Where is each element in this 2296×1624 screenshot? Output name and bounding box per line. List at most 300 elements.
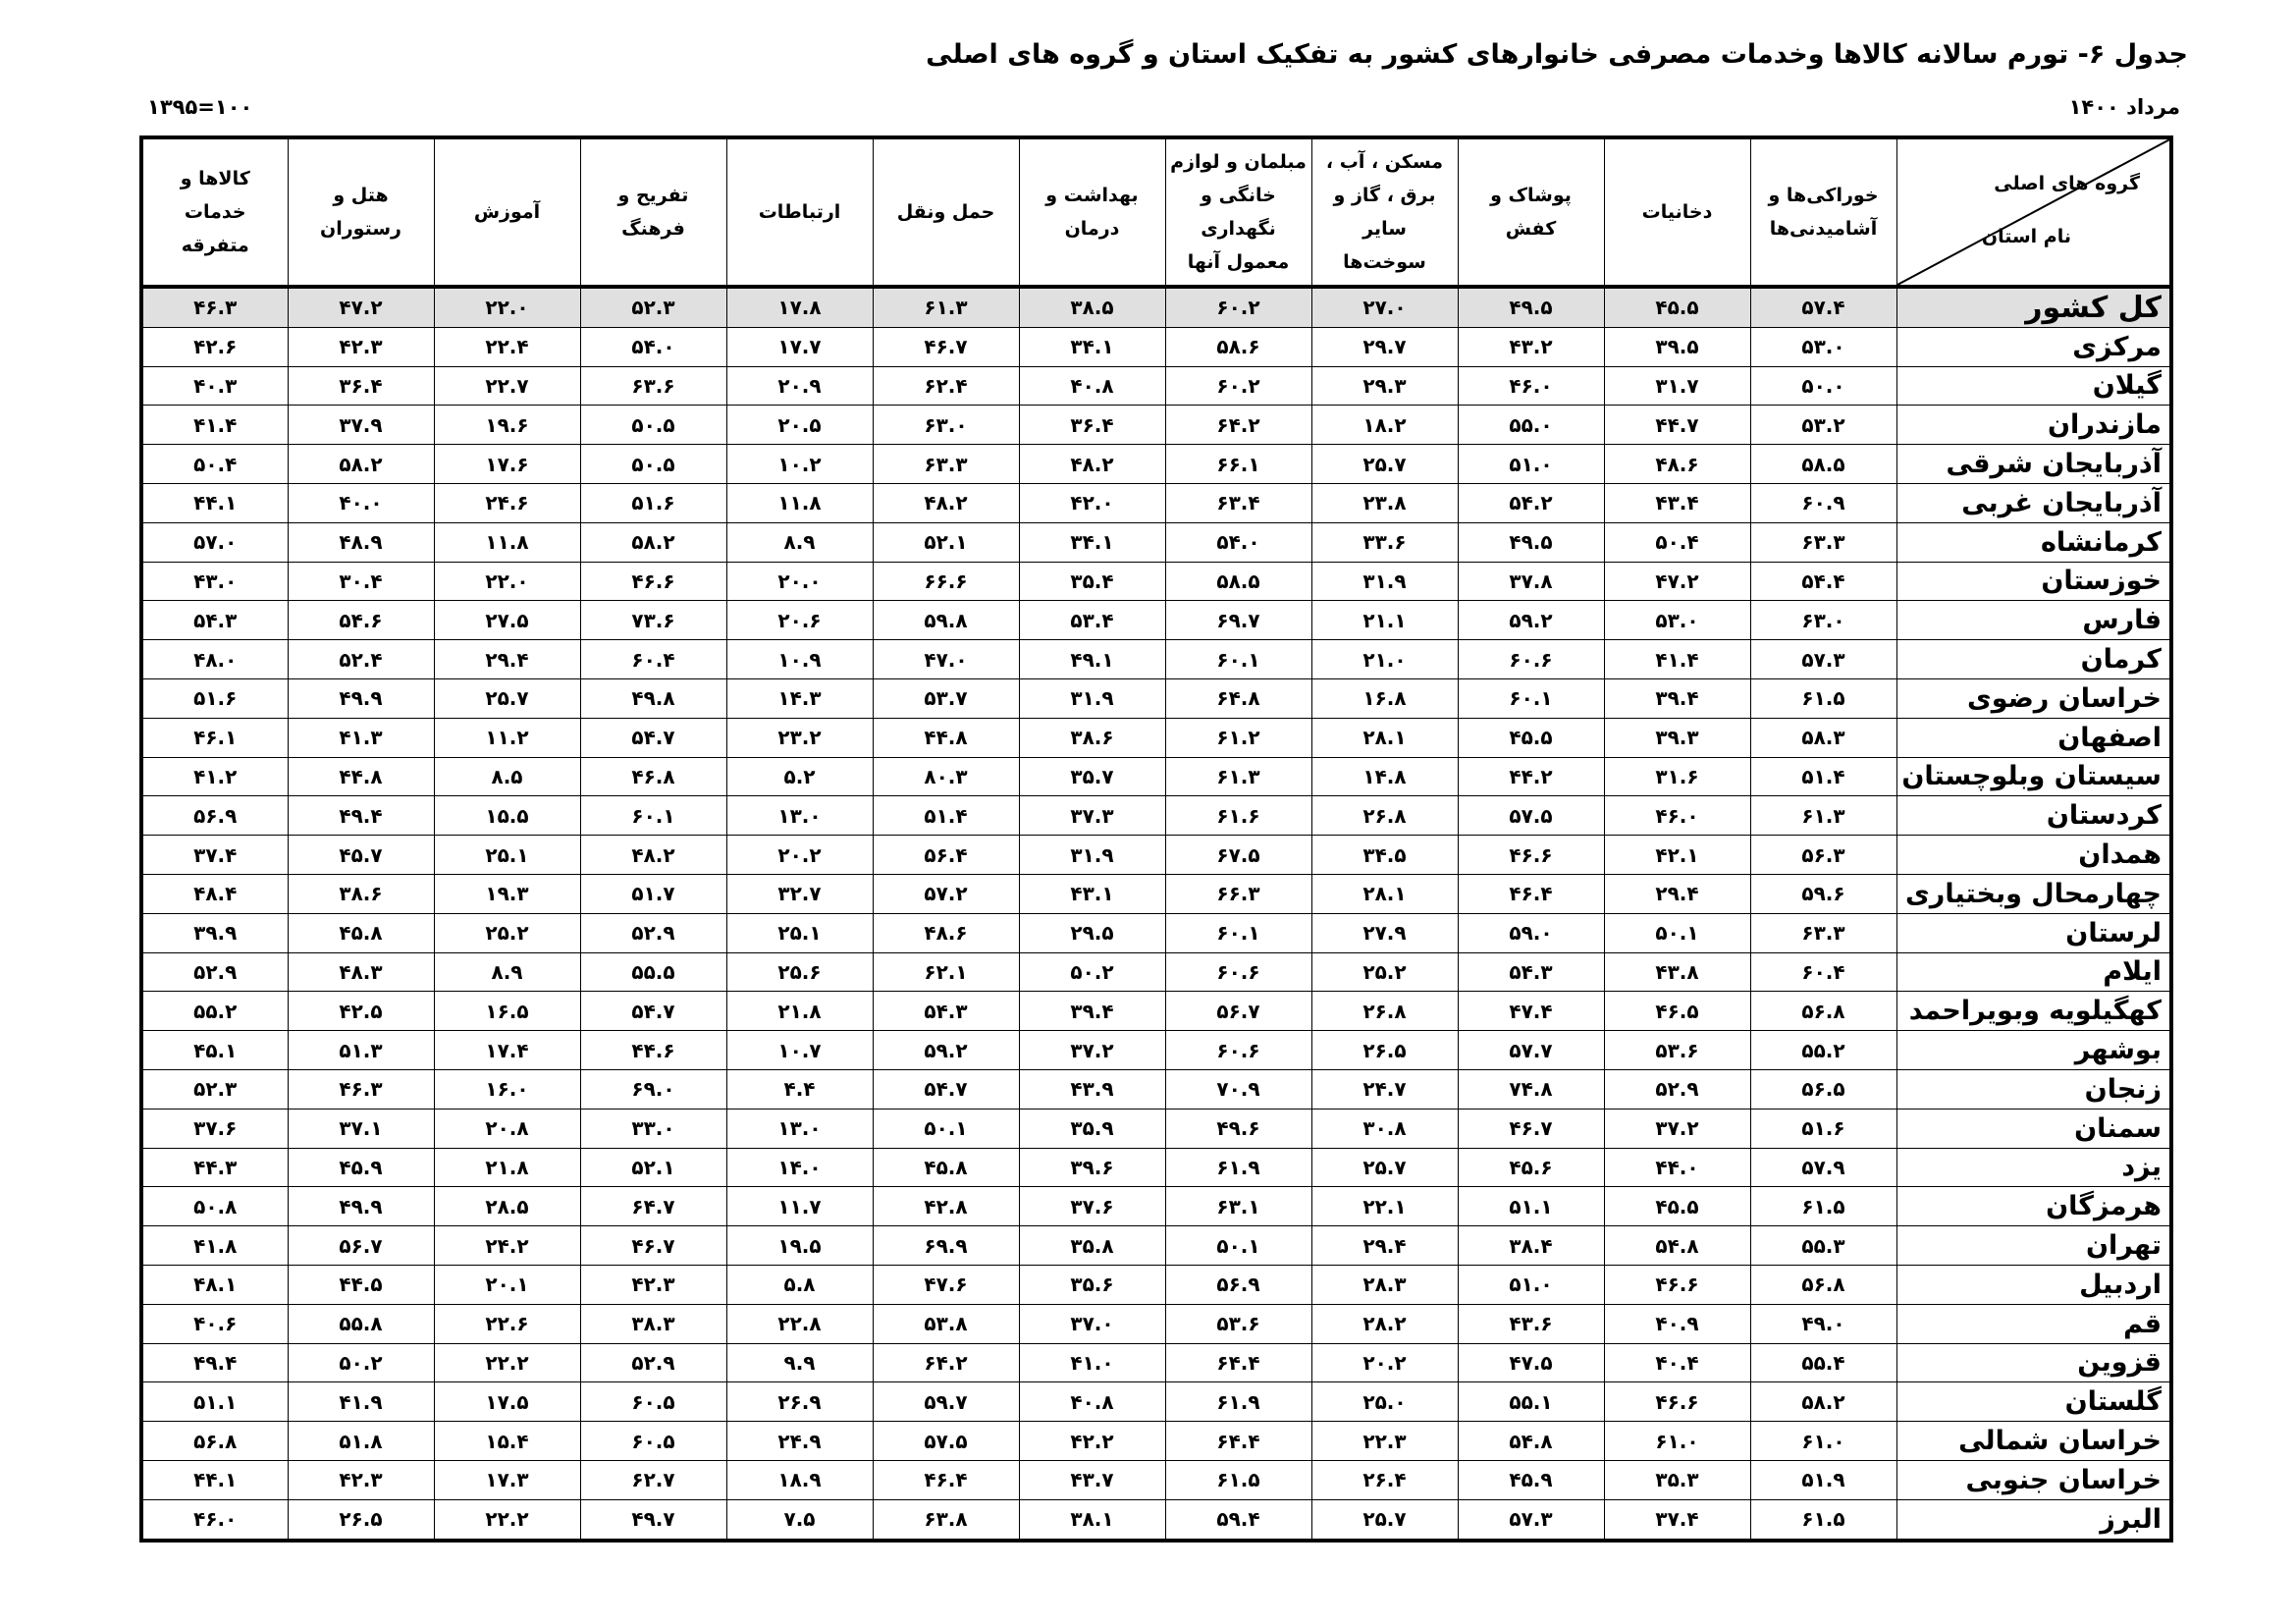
value-cell: ۷۰.۹ [1165, 1069, 1311, 1109]
value-cell: ۳۷.۹ [288, 406, 434, 445]
value-cell: ۵۱.۶ [1750, 1109, 1896, 1148]
table-row [141, 406, 2171, 445]
value-cell: ۱۵.۵ [434, 796, 580, 836]
value-cell: ۴۲.۰ [1019, 483, 1165, 522]
value-cell: ۵۸.۲ [288, 445, 434, 484]
value-cell: ۶۱.۳ [1750, 796, 1896, 836]
value-cell: ۳۷.۲ [1604, 1109, 1750, 1148]
value-cell: ۵۱.۶ [141, 678, 288, 718]
value-cell: ۸.۹ [434, 952, 580, 992]
value-cell: ۵۸.۵ [1165, 562, 1311, 601]
value-cell: ۴۹.۴ [141, 1343, 288, 1382]
value-cell: ۴۷.۵ [1458, 1343, 1604, 1382]
table-row [141, 1343, 2171, 1382]
value-cell: ۳۷.۱ [288, 1109, 434, 1148]
table-row [141, 1109, 2171, 1148]
value-cell: ۵۱.۳ [288, 1031, 434, 1070]
value-cell: ۴۶.۱ [141, 718, 288, 757]
value-cell: ۶۰.۹ [1750, 483, 1896, 522]
value-cell: ۶۹.۰ [580, 1069, 726, 1109]
column-header-line: آموزش [473, 201, 541, 223]
value-cell: ۵۸.۶ [1165, 327, 1311, 366]
value-cell: ۴۸.۹ [288, 522, 434, 562]
table-row [141, 445, 2171, 484]
value-cell: ۵۱.۰ [1458, 445, 1604, 484]
value-cell: ۳۱.۹ [1311, 562, 1458, 601]
value-cell: ۳۹.۵ [1604, 327, 1750, 366]
value-cell: ۲۰.۰ [726, 562, 873, 601]
value-cell: ۵۶.۷ [288, 1226, 434, 1266]
province-name: کردستان [1896, 796, 2171, 836]
column-header [288, 137, 434, 287]
value-cell: ۱۷.۸ [726, 287, 873, 327]
province-name: آذربایجان غربی [1896, 483, 2171, 522]
value-cell: ۲۵.۲ [434, 913, 580, 952]
value-cell: ۵۱.۹ [1750, 1460, 1896, 1499]
province-name: همدان [1896, 836, 2171, 875]
value-cell: ۵۶.۹ [141, 796, 288, 836]
value-cell: ۴۶.۰ [1458, 366, 1604, 406]
value-cell: ۶۹.۹ [873, 1226, 1019, 1266]
value-cell: ۸.۵ [434, 757, 580, 796]
value-cell: ۴۵.۸ [288, 913, 434, 952]
value-cell: ۶۲.۱ [873, 952, 1019, 992]
table-row [141, 1460, 2171, 1499]
column-header-line: تفریح و [617, 185, 689, 206]
value-cell: ۴۱.۴ [141, 406, 288, 445]
value-cell: ۲۶.۹ [726, 1382, 873, 1422]
value-cell: ۳۸.۱ [1019, 1499, 1165, 1540]
value-cell: ۵۴.۳ [1458, 952, 1604, 992]
value-cell: ۱۹.۳ [434, 874, 580, 913]
value-cell: ۳۳.۰ [580, 1109, 726, 1148]
value-cell: ۲۶.۵ [288, 1499, 434, 1540]
province-name: سمنان [1896, 1109, 2171, 1148]
value-cell: ۱۳.۰ [726, 1109, 873, 1148]
column-header [1750, 137, 1896, 287]
value-cell: ۲۸.۵ [434, 1187, 580, 1226]
column-header-line: دخانیات [1641, 201, 1713, 223]
value-cell: ۴۲.۳ [580, 1265, 726, 1304]
value-cell: ۴۲.۱ [1604, 836, 1750, 875]
value-cell: ۵۴.۸ [1458, 1422, 1604, 1461]
value-cell: ۴۱.۸ [141, 1226, 288, 1266]
province-name: چهارمحال وبختیاری [1896, 874, 2171, 913]
value-cell: ۴۴.۱ [141, 483, 288, 522]
province-name: البرز [1896, 1499, 2171, 1540]
value-cell: ۲۲.۰ [434, 287, 580, 327]
value-cell: ۴۷.۰ [873, 640, 1019, 679]
value-cell: ۴۵.۵ [1458, 718, 1604, 757]
table-row [141, 1304, 2171, 1343]
value-cell: ۳۸.۵ [1019, 287, 1165, 327]
column-header [726, 137, 873, 287]
value-cell: ۳۰.۸ [1311, 1109, 1458, 1148]
value-cell: ۴۴.۰ [1604, 1148, 1750, 1187]
value-cell: ۵۲.۳ [141, 1069, 288, 1109]
value-cell: ۴۸.۲ [873, 483, 1019, 522]
value-cell: ۴۲.۲ [1019, 1422, 1165, 1461]
value-cell: ۳۱.۷ [1604, 366, 1750, 406]
value-cell: ۶۰.۶ [1165, 952, 1311, 992]
value-cell: ۵۰.۱ [1604, 913, 1750, 952]
value-cell: ۲۸.۱ [1311, 718, 1458, 757]
value-cell: ۴۷.۲ [1604, 562, 1750, 601]
value-cell: ۴۶.۷ [580, 1226, 726, 1266]
value-cell: ۲۵.۷ [1311, 1499, 1458, 1540]
value-cell: ۵۴.۳ [873, 992, 1019, 1031]
corner-header [1896, 137, 2171, 287]
value-cell: ۳۸.۴ [1458, 1226, 1604, 1266]
value-cell: ۶۰.۲ [1165, 287, 1311, 327]
value-cell: ۵۴.۰ [580, 327, 726, 366]
value-cell: ۴۴.۸ [288, 757, 434, 796]
value-cell: ۶۱.۶ [1165, 796, 1311, 836]
value-cell: ۳۵.۹ [1019, 1109, 1165, 1148]
value-cell: ۵۸.۳ [1750, 718, 1896, 757]
column-header [1019, 137, 1165, 287]
column-header-line: ارتباطات [758, 201, 841, 223]
value-cell: ۴۰.۸ [1019, 366, 1165, 406]
value-cell: ۵۵.۰ [1458, 406, 1604, 445]
province-name: کرمانشاه [1896, 522, 2171, 562]
value-cell: ۳۹.۴ [1019, 992, 1165, 1031]
value-cell: ۶۳.۴ [1165, 483, 1311, 522]
corner-header-groups: گروه های اصلی [1994, 173, 2140, 194]
table-row [141, 913, 2171, 952]
value-cell: ۶۳.۰ [1750, 601, 1896, 640]
value-cell: ۴۶.۴ [1458, 874, 1604, 913]
column-header-line: کفش [1505, 218, 1557, 240]
value-cell: ۳۷.۴ [1604, 1499, 1750, 1540]
value-cell: ۶۳.۰ [873, 406, 1019, 445]
value-cell: ۲۲.۸ [726, 1304, 873, 1343]
value-cell: ۴۳.۴ [1604, 483, 1750, 522]
province-name: خوزستان [1896, 562, 2171, 601]
value-cell: ۶۱.۳ [1165, 757, 1311, 796]
value-cell: ۱۷.۳ [434, 1460, 580, 1499]
value-cell: ۱۸.۲ [1311, 406, 1458, 445]
value-cell: ۵۷.۴ [1750, 287, 1896, 327]
table-row [141, 1226, 2171, 1266]
value-cell: ۵۱.۰ [1458, 1265, 1604, 1304]
value-cell: ۳۸.۶ [1019, 718, 1165, 757]
table-row [141, 952, 2171, 992]
column-header-line: مبلمان و لوازم [1170, 151, 1307, 173]
value-cell: ۲۵.۱ [726, 913, 873, 952]
value-cell: ۵۳.۶ [1604, 1031, 1750, 1070]
value-cell: ۵۰.۵ [580, 445, 726, 484]
value-cell: ۵۷.۲ [873, 874, 1019, 913]
value-cell: ۶۱.۹ [1165, 1382, 1311, 1422]
column-header-line: آشامیدنی‌ها [1769, 218, 1878, 240]
table-row [141, 757, 2171, 796]
value-cell: ۵۶.۷ [1165, 992, 1311, 1031]
value-cell: ۴۶.۶ [1604, 1265, 1750, 1304]
value-cell: ۴۸.۳ [288, 952, 434, 992]
value-cell: ۶۳.۳ [1750, 522, 1896, 562]
value-cell: ۲۷.۵ [434, 601, 580, 640]
value-cell: ۵۴.۲ [1458, 483, 1604, 522]
column-header-line: خوراکی‌ها و [1768, 185, 1879, 206]
province-name: گلستان [1896, 1382, 2171, 1422]
value-cell: ۲۹.۷ [1311, 327, 1458, 366]
column-header [1311, 137, 1458, 287]
value-cell: ۶۳.۳ [1750, 913, 1896, 952]
province-name: اصفهان [1896, 718, 2171, 757]
table-row [141, 796, 2171, 836]
value-cell: ۴۰.۸ [1019, 1382, 1165, 1422]
value-cell: ۶۳.۸ [873, 1499, 1019, 1540]
value-cell: ۵۰.۲ [1019, 952, 1165, 992]
value-cell: ۱۷.۷ [726, 327, 873, 366]
value-cell: ۴۳.۰ [141, 562, 288, 601]
value-cell: ۲۲.۰ [434, 562, 580, 601]
value-cell: ۵۶.۳ [1750, 836, 1896, 875]
value-cell: ۴۹.۱ [1019, 640, 1165, 679]
value-cell: ۲۵.۲ [1311, 952, 1458, 992]
value-cell: ۴۹.۹ [288, 678, 434, 718]
value-cell: ۵۷.۰ [141, 522, 288, 562]
value-cell: ۶۳.۶ [580, 366, 726, 406]
table-row [141, 678, 2171, 718]
table-row [141, 1382, 2171, 1422]
value-cell: ۵۶.۸ [141, 1422, 288, 1461]
value-cell: ۶۹.۷ [1165, 601, 1311, 640]
value-cell: ۵۰.۲ [288, 1343, 434, 1382]
value-cell: ۲۲.۱ [1311, 1187, 1458, 1226]
value-cell: ۵۲.۹ [1604, 1069, 1750, 1109]
table-row [141, 836, 2171, 875]
value-cell: ۶۰.۱ [580, 796, 726, 836]
value-cell: ۴۶.۶ [1604, 1382, 1750, 1422]
value-cell: ۶۲.۷ [580, 1460, 726, 1499]
value-cell: ۴۰.۶ [141, 1304, 288, 1343]
table-row [141, 718, 2171, 757]
province-name: یزد [1896, 1148, 2171, 1187]
value-cell: ۳۵.۳ [1604, 1460, 1750, 1499]
value-cell: ۶۴.۲ [873, 1343, 1019, 1382]
value-cell: ۵۹.۸ [873, 601, 1019, 640]
value-cell: ۴۸.۲ [1019, 445, 1165, 484]
value-cell: ۶۰.۵ [580, 1382, 726, 1422]
column-header-line: خانگی و نگهداری [1201, 185, 1276, 240]
value-cell: ۲۸.۱ [1311, 874, 1458, 913]
value-cell: ۱۱.۸ [434, 522, 580, 562]
value-cell: ۵۵.۲ [141, 992, 288, 1031]
table-row [141, 1265, 2171, 1304]
value-cell: ۱۴.۰ [726, 1148, 873, 1187]
total-row [141, 287, 2171, 327]
value-cell: ۲۵.۶ [726, 952, 873, 992]
value-cell: ۵۱.۱ [141, 1382, 288, 1422]
value-cell: ۲۳.۲ [726, 718, 873, 757]
value-cell: ۴۸.۶ [1604, 445, 1750, 484]
value-cell: ۲۵.۷ [434, 678, 580, 718]
value-cell: ۳۱.۹ [1019, 836, 1165, 875]
value-cell: ۴۶.۸ [580, 757, 726, 796]
value-cell: ۵۲.۴ [288, 640, 434, 679]
column-header-line: خدمات [184, 201, 246, 223]
value-cell: ۱۱.۷ [726, 1187, 873, 1226]
value-cell: ۴۵.۶ [1458, 1148, 1604, 1187]
value-cell: ۵۶.۸ [1750, 1265, 1896, 1304]
value-cell: ۴۶.۵ [1604, 992, 1750, 1031]
value-cell: ۱۶.۵ [434, 992, 580, 1031]
value-cell: ۲۲.۷ [434, 366, 580, 406]
value-cell: ۳۸.۳ [580, 1304, 726, 1343]
column-header [580, 137, 726, 287]
value-cell: ۵.۲ [726, 757, 873, 796]
value-cell: ۵۱.۱ [1458, 1187, 1604, 1226]
column-header [434, 137, 580, 287]
value-cell: ۴۲.۶ [141, 327, 288, 366]
province-name: ایلام [1896, 952, 2171, 992]
value-cell: ۴۶.۶ [580, 562, 726, 601]
value-cell: ۴۵.۹ [288, 1148, 434, 1187]
province-name: قم [1896, 1304, 2171, 1343]
value-cell: ۲۷.۹ [1311, 913, 1458, 952]
value-cell: ۲۸.۲ [1311, 1304, 1458, 1343]
province-name: مرکزی [1896, 327, 2171, 366]
value-cell: ۷۴.۸ [1458, 1069, 1604, 1109]
value-cell: ۴۴.۵ [288, 1265, 434, 1304]
value-cell: ۵۳.۸ [873, 1304, 1019, 1343]
value-cell: ۴۰.۴ [1604, 1343, 1750, 1382]
value-cell: ۴۶.۳ [288, 1069, 434, 1109]
value-cell: ۲۹.۵ [1019, 913, 1165, 952]
value-cell: ۶۳.۳ [873, 445, 1019, 484]
value-cell: ۳۶.۴ [1019, 406, 1165, 445]
value-cell: ۶۷.۵ [1165, 836, 1311, 875]
value-cell: ۵۵.۳ [1750, 1226, 1896, 1266]
value-cell: ۳۵.۶ [1019, 1265, 1165, 1304]
value-cell: ۳۵.۸ [1019, 1226, 1165, 1266]
value-cell: ۳۷.۰ [1019, 1304, 1165, 1343]
value-cell: ۴۳.۷ [1019, 1460, 1165, 1499]
value-cell: ۲۵.۱ [434, 836, 580, 875]
value-cell: ۵۷.۵ [873, 1422, 1019, 1461]
value-cell: ۴۹.۹ [288, 1187, 434, 1226]
value-cell: ۴۹.۸ [580, 678, 726, 718]
value-cell: ۳۱.۶ [1604, 757, 1750, 796]
value-cell: ۶۴.۲ [1165, 406, 1311, 445]
value-cell: ۵۸.۲ [1750, 1382, 1896, 1422]
value-cell: ۱۸.۹ [726, 1460, 873, 1499]
table-row [141, 1187, 2171, 1226]
value-cell: ۵۷.۹ [1750, 1148, 1896, 1187]
value-cell: ۱۷.۶ [434, 445, 580, 484]
value-cell: ۵۷.۵ [1458, 796, 1604, 836]
value-cell: ۵۲.۹ [580, 913, 726, 952]
value-cell: ۵۴.۴ [1750, 562, 1896, 601]
value-cell: ۵۴.۳ [141, 601, 288, 640]
value-cell: ۲۴.۶ [434, 483, 580, 522]
value-cell: ۷۳.۶ [580, 601, 726, 640]
value-cell: ۵۰.۵ [580, 406, 726, 445]
value-cell: ۴۳.۹ [1019, 1069, 1165, 1109]
value-cell: ۵۰.۴ [141, 445, 288, 484]
table-row [141, 992, 2171, 1031]
value-cell: ۸.۹ [726, 522, 873, 562]
value-cell: ۱۹.۶ [434, 406, 580, 445]
value-cell: ۵۱.۶ [580, 483, 726, 522]
header-row [141, 137, 2171, 287]
value-cell: ۳۷.۶ [141, 1109, 288, 1148]
value-cell: ۲۲.۴ [434, 327, 580, 366]
value-cell: ۳۲.۷ [726, 874, 873, 913]
column-header [873, 137, 1019, 287]
value-cell: ۵۴.۸ [1604, 1226, 1750, 1266]
value-cell: ۵۹.۲ [1458, 601, 1604, 640]
value-cell: ۴۳.۱ [1019, 874, 1165, 913]
province-name: هرمزگان [1896, 1187, 2171, 1226]
value-cell: ۴۵.۵ [1604, 1187, 1750, 1226]
value-cell: ۱۰.۲ [726, 445, 873, 484]
value-cell: ۳۴.۱ [1019, 327, 1165, 366]
value-cell: ۳۷.۲ [1019, 1031, 1165, 1070]
value-cell: ۶۱.۰ [1750, 1422, 1896, 1461]
value-cell: ۵.۸ [726, 1265, 873, 1304]
value-cell: ۴۴.۷ [1604, 406, 1750, 445]
table-row [141, 601, 2171, 640]
province-name: قزوین [1896, 1343, 2171, 1382]
value-cell: ۴۱.۳ [288, 718, 434, 757]
value-cell: ۱۱.۸ [726, 483, 873, 522]
value-cell: ۵۶.۸ [1750, 992, 1896, 1031]
value-cell: ۵۰.۸ [141, 1187, 288, 1226]
value-cell: ۴۴.۳ [141, 1148, 288, 1187]
value-cell: ۱۱.۲ [434, 718, 580, 757]
value-cell: ۴۶.۴ [873, 1460, 1019, 1499]
value-cell: ۵۰.۱ [873, 1109, 1019, 1148]
value-cell: ۶۱.۵ [1750, 1187, 1896, 1226]
value-cell: ۴۹.۷ [580, 1499, 726, 1540]
table-row [141, 483, 2171, 522]
value-cell: ۵۳.۶ [1165, 1304, 1311, 1343]
table-title: جدول ۶- تورم سالانه کالاها وخدمات مصرفی خانوارهای کشور به تفکیک استان و گروه های اصلی [926, 39, 2188, 70]
value-cell: ۴۴.۸ [873, 718, 1019, 757]
column-header-line: مسکن ، آب ، [1325, 151, 1444, 173]
value-cell: ۲۶.۸ [1311, 796, 1458, 836]
value-cell: ۶۱.۵ [1165, 1460, 1311, 1499]
value-cell: ۳۶.۴ [288, 366, 434, 406]
value-cell: ۳۴.۵ [1311, 836, 1458, 875]
value-cell: ۴۶.۶ [1458, 836, 1604, 875]
value-cell: ۴۳.۸ [1604, 952, 1750, 992]
value-cell: ۶۰.۱ [1165, 913, 1311, 952]
value-cell: ۶۴.۴ [1165, 1343, 1311, 1382]
value-cell: ۲۲.۲ [434, 1499, 580, 1540]
value-cell: ۶۳.۱ [1165, 1187, 1311, 1226]
province-name: اردبیل [1896, 1265, 2171, 1304]
column-header-line: معمول آنها [1187, 251, 1290, 273]
value-cell: ۳۵.۴ [1019, 562, 1165, 601]
value-cell: ۶۴.۷ [580, 1187, 726, 1226]
value-cell: ۵۹.۲ [873, 1031, 1019, 1070]
value-cell: ۴۲.۸ [873, 1187, 1019, 1226]
province-name: سیستان وبلوچستان [1896, 757, 2171, 796]
value-cell: ۲۱.۱ [1311, 601, 1458, 640]
value-cell: ۳۷.۳ [1019, 796, 1165, 836]
value-cell: ۴۹.۶ [1165, 1109, 1311, 1148]
value-cell: ۵۹.۴ [1165, 1499, 1311, 1540]
value-cell: ۴۱.۹ [288, 1382, 434, 1422]
value-cell: ۴۶.۰ [1604, 796, 1750, 836]
value-cell: ۴۵.۹ [1458, 1460, 1604, 1499]
value-cell: ۴۲.۳ [288, 1460, 434, 1499]
period-label: مرداد ۱۴۰۰ [2068, 95, 2180, 119]
